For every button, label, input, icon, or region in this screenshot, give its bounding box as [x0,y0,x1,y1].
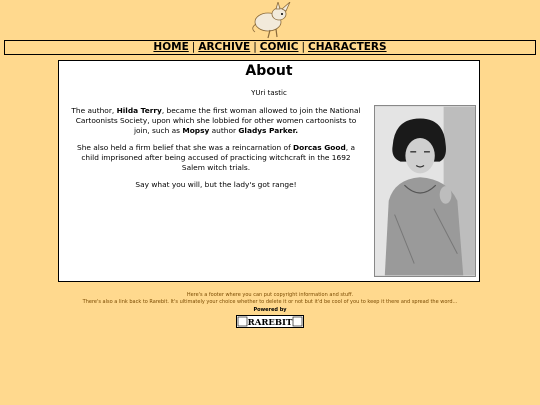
text-span: , became the first woman allowed to join the National Cartoonists Society, upon which she lobbied for other women cartoonists to join, such as [75,106,361,135]
nav-characters-link[interactable]: CHARACTERS [308,41,387,53]
nav-archive-link[interactable]: ARCHIVE [198,41,251,53]
rabbit-logo-icon [246,2,296,40]
mopsy-name: Mopsy [182,126,210,135]
about-text [71,106,361,197]
rarebit-badge-text: RAREBIT [247,318,293,328]
main-nav [4,40,536,55]
nav-separator: | [191,41,196,53]
author-name: Hilda Terry [116,106,162,115]
text-span: , a child imprisoned after being accused of practicing witchcraft in the 1692 Salem witch trials. [81,143,355,172]
page-title: About [245,63,293,79]
powered-by-label: Powered by [253,307,287,313]
nav-comic-link[interactable]: COMIC [259,41,299,53]
nav-separator: | [253,41,257,53]
footer-text [0,292,540,306]
author-photo [374,105,476,277]
nav-home-link[interactable]: HOME [153,41,189,53]
dorcas-name: Dorcas Good [293,143,346,152]
text-span: She also held a firm belief that she was a reincarnation of [77,143,294,152]
nav-separator: | [301,41,306,53]
about-paragraph [71,106,361,136]
about-paragraph: Say what you will, but the lady's got range! [135,180,297,189]
rarebit-badge[interactable] [236,313,304,326]
footer-line: Here's a footer where you can put copyright information and stuff. [186,292,354,298]
page-subtitle: YUri tastic [251,89,287,97]
footer-line: There's also a link back to Rarebit. It's ultimately your choice whether to delete it or not but it'd be cool of you to keep it there and spread the word... [82,299,458,305]
gladys-name: Gladys Parker. [238,126,299,135]
text-span: The author, [71,106,117,115]
about-panel [58,60,480,282]
about-paragraph [71,143,361,173]
rarebit-badge-icon [236,315,304,328]
text-span: author [209,126,239,135]
